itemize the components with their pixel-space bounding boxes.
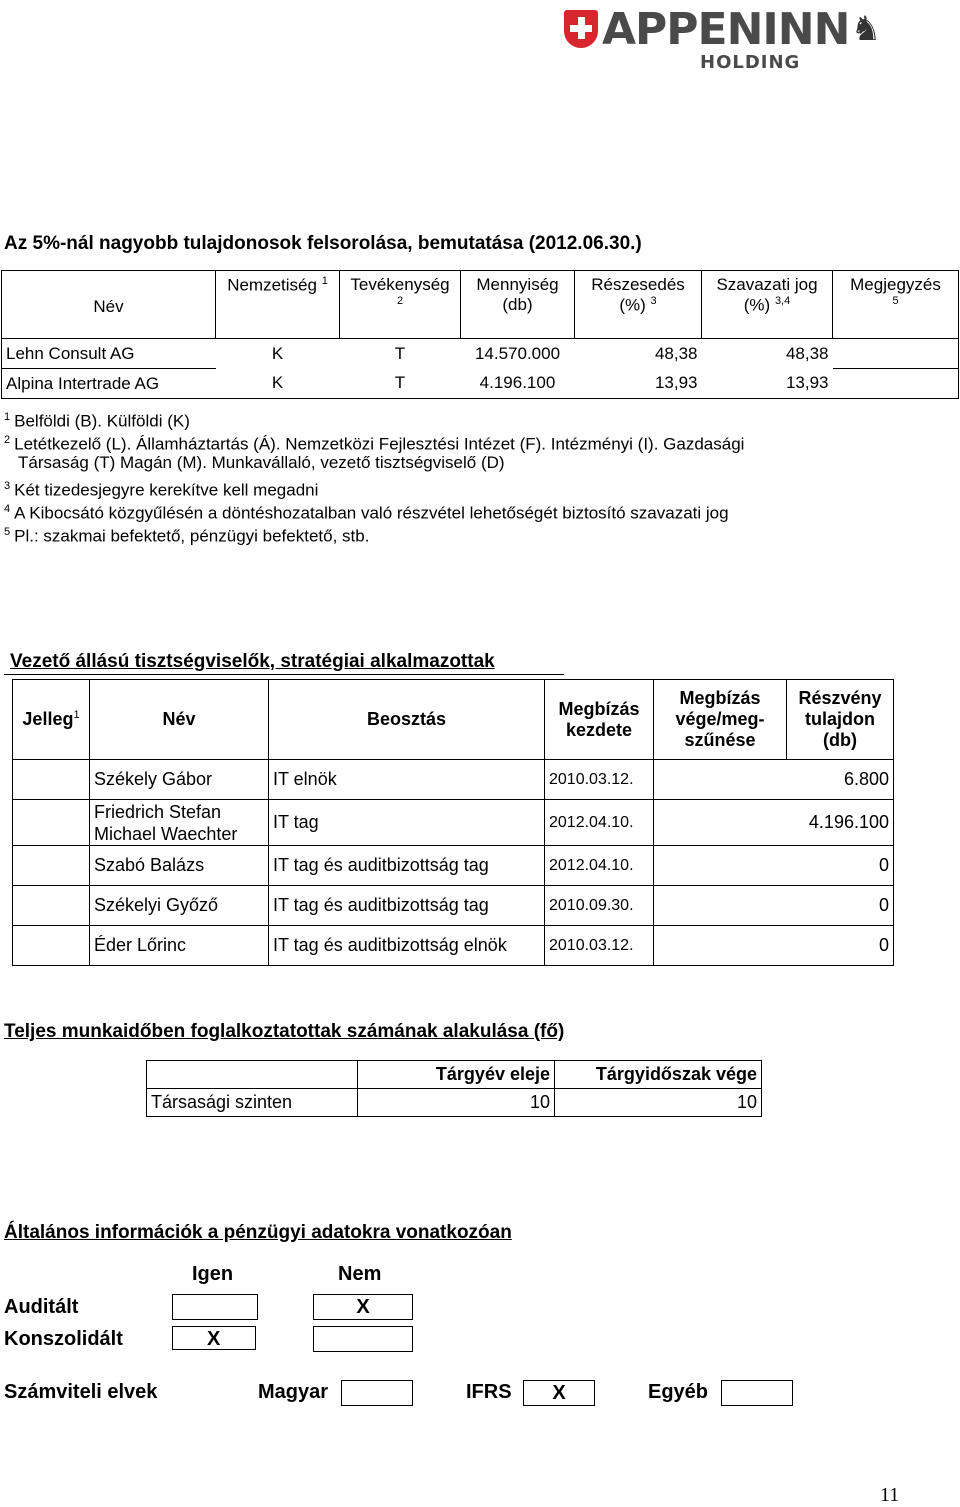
- header-voting: Szavazati jog (%) $^{3,4}$: [702, 271, 833, 339]
- company-logo: [560, 4, 890, 72]
- execs-title: Vezető állású tisztségviselők, stratégiai alkalmazottak: [10, 651, 495, 672]
- consolidated-no-box[interactable]: [313, 1326, 413, 1352]
- ifrs-box[interactable]: X: [523, 1380, 595, 1406]
- table-row: Székelyi Győző IT tag és auditbizottság tag 2010.09.30. 0: [13, 886, 894, 926]
- bear-crest-icon: ♞: [850, 10, 882, 48]
- header-note: Megjegyzés $^5$: [833, 271, 959, 339]
- other-label: Egyéb: [648, 1381, 709, 1403]
- owners-title: Az 5%-nál nagyobb tulajdonosok felsorolása, bemutatása (2012.06.30.): [4, 233, 642, 254]
- swiss-cross-icon: [564, 10, 598, 48]
- footnote-2: $^2$ Letétkezelő (L). Államháztartás (Á). Nemzetközi Fejlesztési Intézet (F). Intézményi (I). Gazdasági: [4, 434, 745, 454]
- footnote-2-cont: Társaság (T) Magán (M). Munkavállaló, vezető tisztségviselő (D): [18, 453, 505, 472]
- no-label: Nem: [338, 1263, 382, 1285]
- logo-subtitle: HOLDING: [700, 52, 801, 73]
- owners-header-row: [2, 271, 959, 339]
- page-number: 11: [880, 1484, 900, 1506]
- header-share: Részesedés (%) $^3$: [575, 271, 702, 339]
- table-row: Szabó Balázs IT tag és auditbizottság tag 2012.04.10. 0: [13, 846, 894, 886]
- ifrs-label: IFRS: [466, 1381, 512, 1403]
- audited-no-box[interactable]: X: [313, 1294, 413, 1320]
- consolidated-yes-box[interactable]: X: [172, 1326, 256, 1350]
- general-title: Általános információk a pénzügyi adatokra vonatkozóan: [4, 1222, 512, 1243]
- staff-table: [146, 1060, 762, 1117]
- staff-header-row: [147, 1061, 762, 1089]
- table-row: [147, 1089, 762, 1117]
- header-name: Név: [90, 680, 269, 760]
- hungarian-box[interactable]: [341, 1380, 413, 1406]
- header-name: Név: [2, 271, 216, 339]
- header-end-of-period: Tárgyidőszak vége: [555, 1061, 762, 1089]
- audited-label: Auditált: [4, 1296, 79, 1318]
- execs-header-row: [13, 680, 894, 760]
- header-quantity: Mennyiség (db): [461, 271, 575, 339]
- logo-brand: APPENINN: [602, 4, 850, 55]
- value-start: 10: [358, 1089, 555, 1117]
- value-end: 10: [555, 1089, 762, 1117]
- yes-label: Igen: [192, 1263, 234, 1285]
- footnote-4: $^4$ A Kibocsátó közgyűlésén a döntéshozatalban való részvétel lehetőségét biztosító szavazati jog: [4, 503, 729, 523]
- title-rule: [4, 674, 564, 675]
- table-row: Lehn Consult AG K T 14.570.000 48,38 48,38: [2, 339, 959, 369]
- table-row: Székely Gábor IT elnök 2010.03.12. 6.800: [13, 760, 894, 800]
- header-nationality: Nemzetiség $^1$: [216, 271, 340, 339]
- header-activity: Tevékenység $^2$: [340, 271, 461, 339]
- execs-table: [12, 679, 894, 966]
- header-start: Megbízás kezdete: [545, 680, 654, 760]
- footnote-3: $^3$ Két tizedesjegyre kerekítve kell megadni: [4, 480, 319, 500]
- row-label: Társasági szinten: [147, 1089, 358, 1117]
- table-row: Éder Lőrinc IT tag és auditbizottság elnök 2010.03.12. 0: [13, 926, 894, 966]
- header-position: Beosztás: [269, 680, 545, 760]
- consolidated-label: Konszolidált: [4, 1328, 123, 1350]
- header-shares: Részvény tulajdon (db): [787, 680, 894, 760]
- header-start-of-year: Tárgyév eleje: [358, 1061, 555, 1089]
- table-row: Alpina Intertrade AG K T 4.196.100 13,93 13,93: [2, 369, 959, 399]
- footnote-1: $^1$ Belföldi (B). Külföldi (K): [4, 411, 190, 431]
- accounting-principles-label: Számviteli elvek: [4, 1381, 158, 1403]
- header-end: Megbízás vége/meg-szűnése: [654, 680, 787, 760]
- header-type: Jelleg$^1$: [13, 680, 90, 760]
- hungarian-label: Magyar: [258, 1381, 329, 1403]
- audited-yes-box[interactable]: [172, 1294, 258, 1320]
- table-row: Friedrich Stefan Michael Waechter IT tag 2012.04.10. 4.196.100: [13, 800, 894, 846]
- staff-title: Teljes munkaidőben foglalkoztatottak számának alakulása (fő): [4, 1021, 565, 1042]
- other-box[interactable]: [721, 1380, 793, 1406]
- footnote-5: $^5$ Pl.: szakmai befektető, pénzügyi befektető, stb.: [4, 526, 370, 546]
- owners-table: [1, 270, 959, 399]
